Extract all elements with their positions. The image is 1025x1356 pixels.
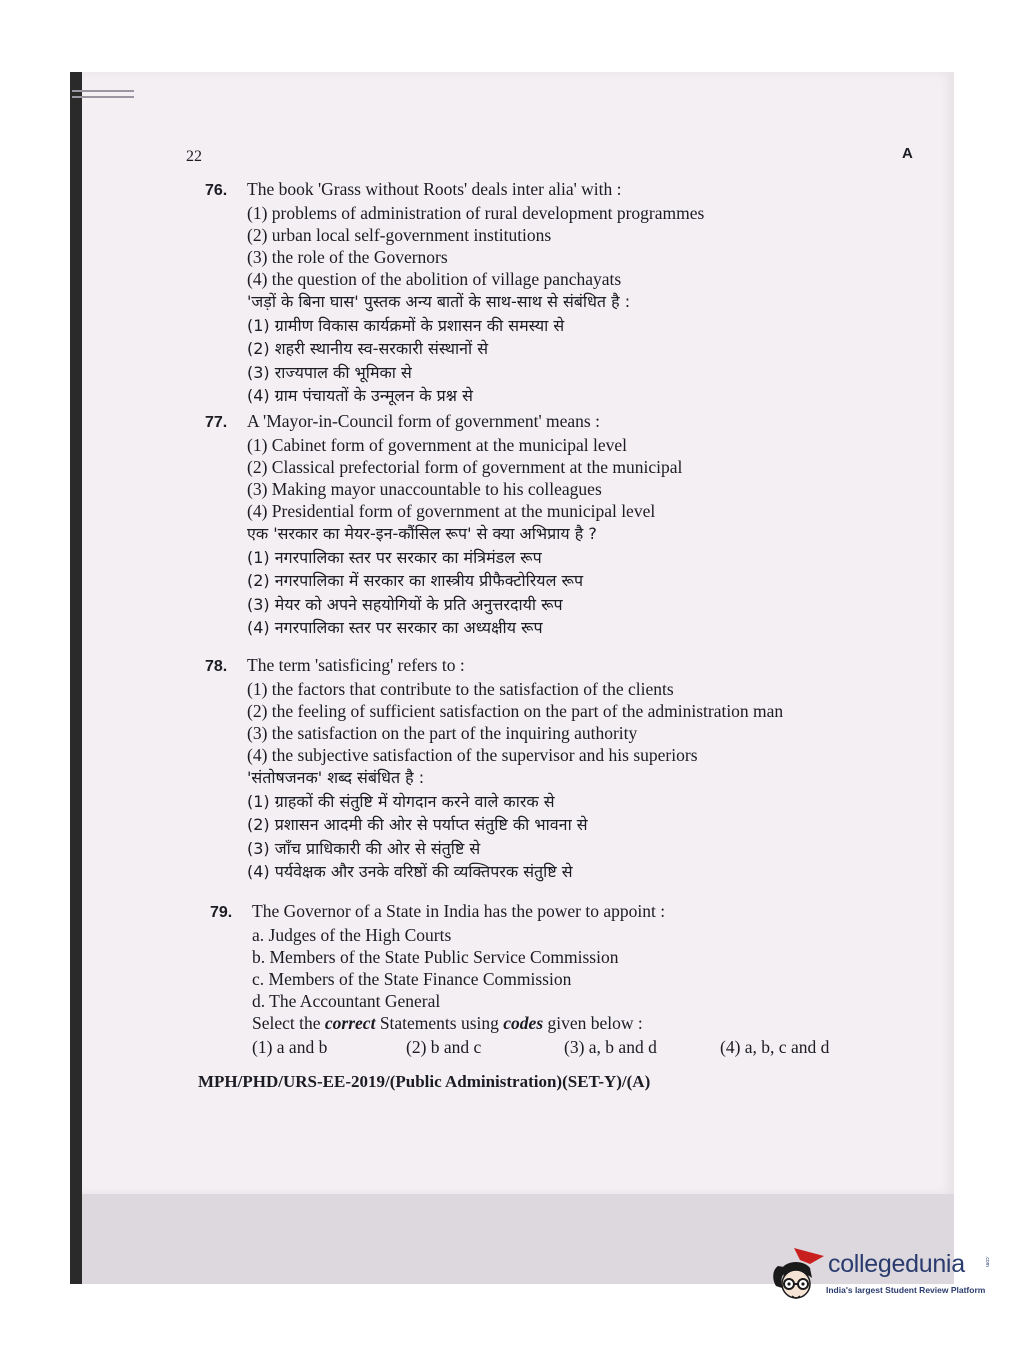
logo-dotcom: .com (984, 1256, 990, 1267)
hindi-option: (3) जाँच प्राधिकारी की ओर से संतुष्टि से (247, 838, 481, 858)
question-stem: 76. The book 'Grass without Roots' deals inter alia' with : (205, 178, 865, 202)
question-stem: 78. The term 'satisficing' refers to : (205, 654, 865, 678)
question-number: 77. (205, 414, 228, 431)
question-stem: 79. The Governor of a State in India has the power to appoint : (210, 900, 870, 924)
hindi-option: (3) राज्यपाल की भूमिका से (247, 362, 412, 382)
set-mark: A (902, 145, 913, 162)
option: (3) the satisfaction on the part of the inquiring authority (247, 723, 638, 743)
option: (4) the subjective satisfaction of the supervisor and his superiors (247, 745, 698, 765)
answer-options-row (210, 1037, 870, 1059)
collegedunia-logo (770, 1246, 1000, 1316)
option: (4) Presidential form of government at the municipal level (247, 501, 656, 521)
hindi-option: (3) मेयर को अपने सहयोगियों के प्रति अनुत्तरदायी रूप (247, 594, 563, 614)
question-76 (205, 178, 865, 408)
statement: d. The Accountant General (252, 991, 441, 1011)
scan-edge-strip (70, 72, 82, 1284)
option: (2) urban local self-government institutions (247, 225, 552, 245)
option: (1) problems of administration of rural development programmes (247, 203, 705, 223)
scan-edge-line (72, 90, 134, 92)
question-number: 79. (210, 904, 233, 921)
statement: c. Members of the State Finance Commission (252, 969, 572, 989)
option: (3) Making mayor unaccountable to his colleagues (247, 479, 602, 499)
question-79 (210, 900, 870, 1059)
hindi-stem: 'जड़ों के बिना घास' पुस्तक अन्य बातों के साथ-साथ से संबंधित है : (247, 292, 631, 311)
hindi-option: (2) शहरी स्थानीय स्व-सरकारी संस्थानों से (247, 339, 489, 358)
option: (2) the feeling of sufficient satisfaction on the part of the administration man (247, 701, 784, 721)
mascot-icon (770, 1246, 828, 1312)
hindi-option: (1) ग्राहकों की संतुष्टि में योगदान करने वाले कारक से (247, 791, 555, 811)
question-number: 76. (205, 182, 228, 199)
hindi-option: (4) पर्यवेक्षक और उनके वरिष्ठों की व्यक्तिपरक संतुष्टि से (247, 862, 573, 881)
statement: b. Members of the State Public Service Commission (252, 947, 619, 967)
answer-option: (1) a and b (252, 1037, 328, 1057)
question-78 (205, 654, 865, 884)
option: (3) the role of the Governors (247, 247, 448, 267)
emphasis-codes: codes (503, 1013, 544, 1033)
page-number: 22 (186, 148, 202, 165)
answer-option: (4) a, b, c and d (720, 1037, 830, 1057)
hindi-stem: 'संतोषजनक' शब्द संबंधित है : (247, 768, 425, 787)
hindi-option: (2) नगरपालिका में सरकार का शास्त्रीय प्रीफैक्टोरियल रूप (247, 571, 584, 590)
hindi-option: (2) प्रशासन आदमी की ओर से पर्याप्त संतुष्टि की भावना से (247, 815, 588, 834)
hindi-option: (1) ग्रामीण विकास कार्यक्रमों के प्रशासन की समस्या से (247, 315, 565, 335)
hindi-option: (1) नगरपालिका स्तर पर सरकार का मंत्रिमंडल रूप (247, 547, 542, 567)
hindi-option: (4) ग्राम पंचायतों के उन्मूलन के प्रश्न से (247, 386, 473, 405)
emphasis-correct: correct (324, 1013, 376, 1033)
answer-option: (3) a, b and d (564, 1037, 657, 1057)
statement: a. Judges of the High Courts (252, 925, 452, 945)
option: (4) the question of the abolition of village panchayats (247, 269, 622, 289)
option: (1) Cabinet form of government at the municipal level (247, 435, 628, 455)
option: (1) the factors that contribute to the satisfaction of the clients (247, 679, 674, 699)
scan-edge-line (72, 96, 134, 98)
hindi-option: (4) नगरपालिका स्तर पर सरकार का अध्यक्षीय रूप (247, 618, 543, 637)
question-stem: 77. A 'Mayor-in-Council form of government' means : (205, 410, 865, 434)
select-instruction: Select the correct Statements using codes given below : (252, 1013, 643, 1033)
option: (2) Classical prefectorial form of government at the municipal (247, 457, 683, 477)
paper-code-footer: MPH/PHD/URS-EE-2019/(Public Administration)(SET-Y)/(A) (198, 1072, 651, 1091)
question-number: 78. (205, 658, 228, 675)
logo-tagline: India's largest Student Review Platform (826, 1285, 986, 1295)
hindi-stem: एक 'सरकार का मेयर-इन-कौंसिल रूप' से क्या अभिप्राय है ? (247, 524, 597, 543)
question-77 (205, 410, 865, 640)
answer-option: (2) b and c (406, 1037, 482, 1057)
logo-wordmark: collegedunia (828, 1250, 965, 1278)
